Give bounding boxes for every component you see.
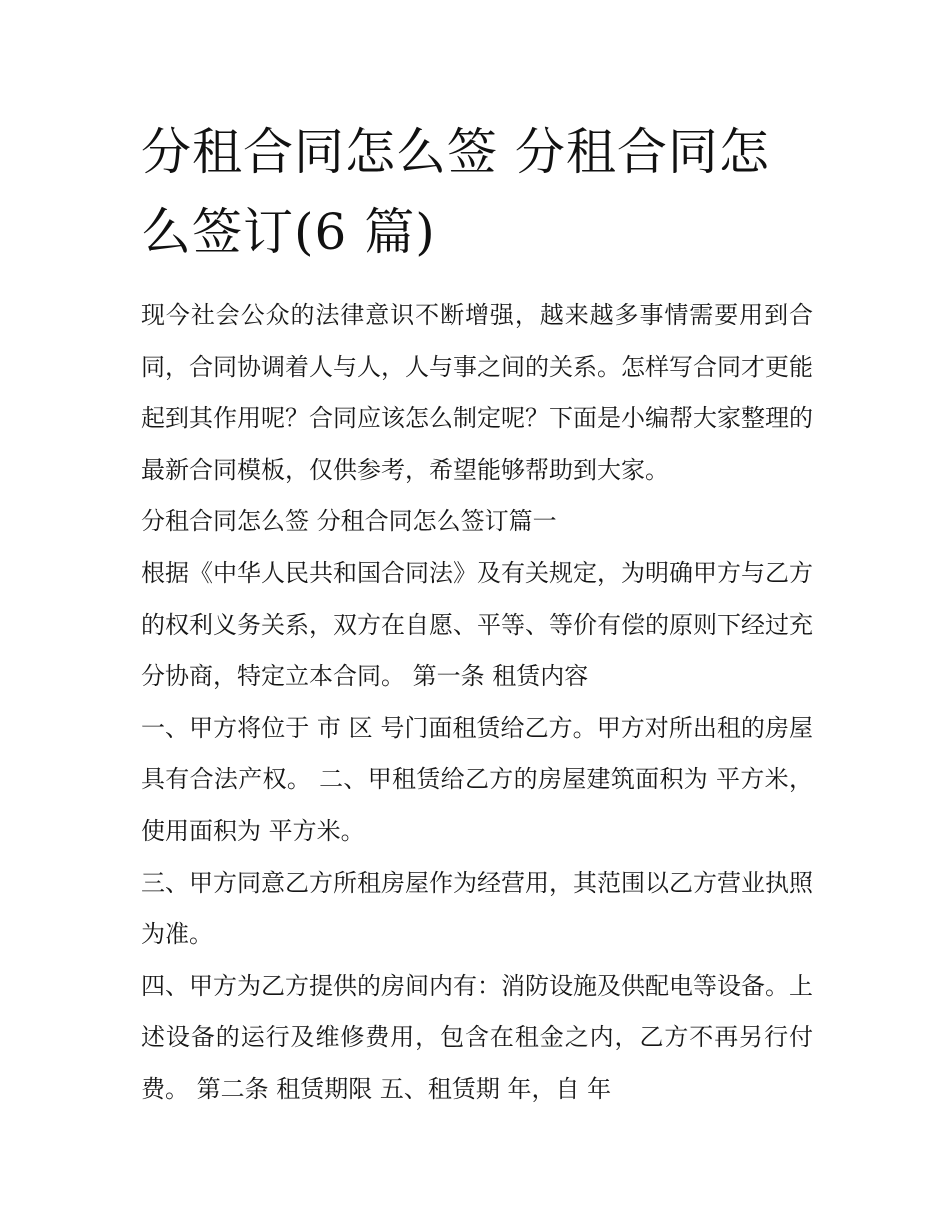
document-body (141, 290, 813, 1116)
contract-preamble: 根据《中华人民共和国合同法》及有关规定，为明确甲方与乙方的权利义务关系，双方在自愿、平等、等价有偿的原则下经过充分协商，特定立本合同。 第一条 租赁内容 (141, 558, 813, 691)
document-title: 分租合同怎么签 分租合同怎么签订(6 篇) (141, 123, 770, 261)
section-heading: 分租合同怎么签 分租合同怎么签订篇一 (141, 507, 557, 536)
clause-one-two: 一、甲方将位于 市 区 号门面租赁给乙方。甲方对所出租的房屋具有合法产权。 二、甲租赁给乙方的房屋建筑面积为 平方米，使用面积为 平方米。 (141, 713, 813, 845)
clause-three: 三、甲方同意乙方所租房屋作为经营用，其范围以乙方营业执照为准。 (141, 868, 813, 949)
intro-paragraph: 现今社会公众的法律意识不断增强，越来越多事情需要用到合同，合同协调着人与人，人与事之间的关系。怎样写合同才更能起到其作用呢？合同应该怎么制定呢？下面是小编帮大家整理的最新合同模板，仅供参考，希望能够帮助到大家。 (141, 301, 813, 484)
document-page (141, 112, 813, 1116)
clause-four: 四、甲方为乙方提供的房间内有：消防设施及供配电等设备。上述设备的运行及维修费用，包含在租金之内，乙方不再另行付费。 第二条 租赁期限 五、租赁期 年，自 年 (141, 971, 813, 1103)
